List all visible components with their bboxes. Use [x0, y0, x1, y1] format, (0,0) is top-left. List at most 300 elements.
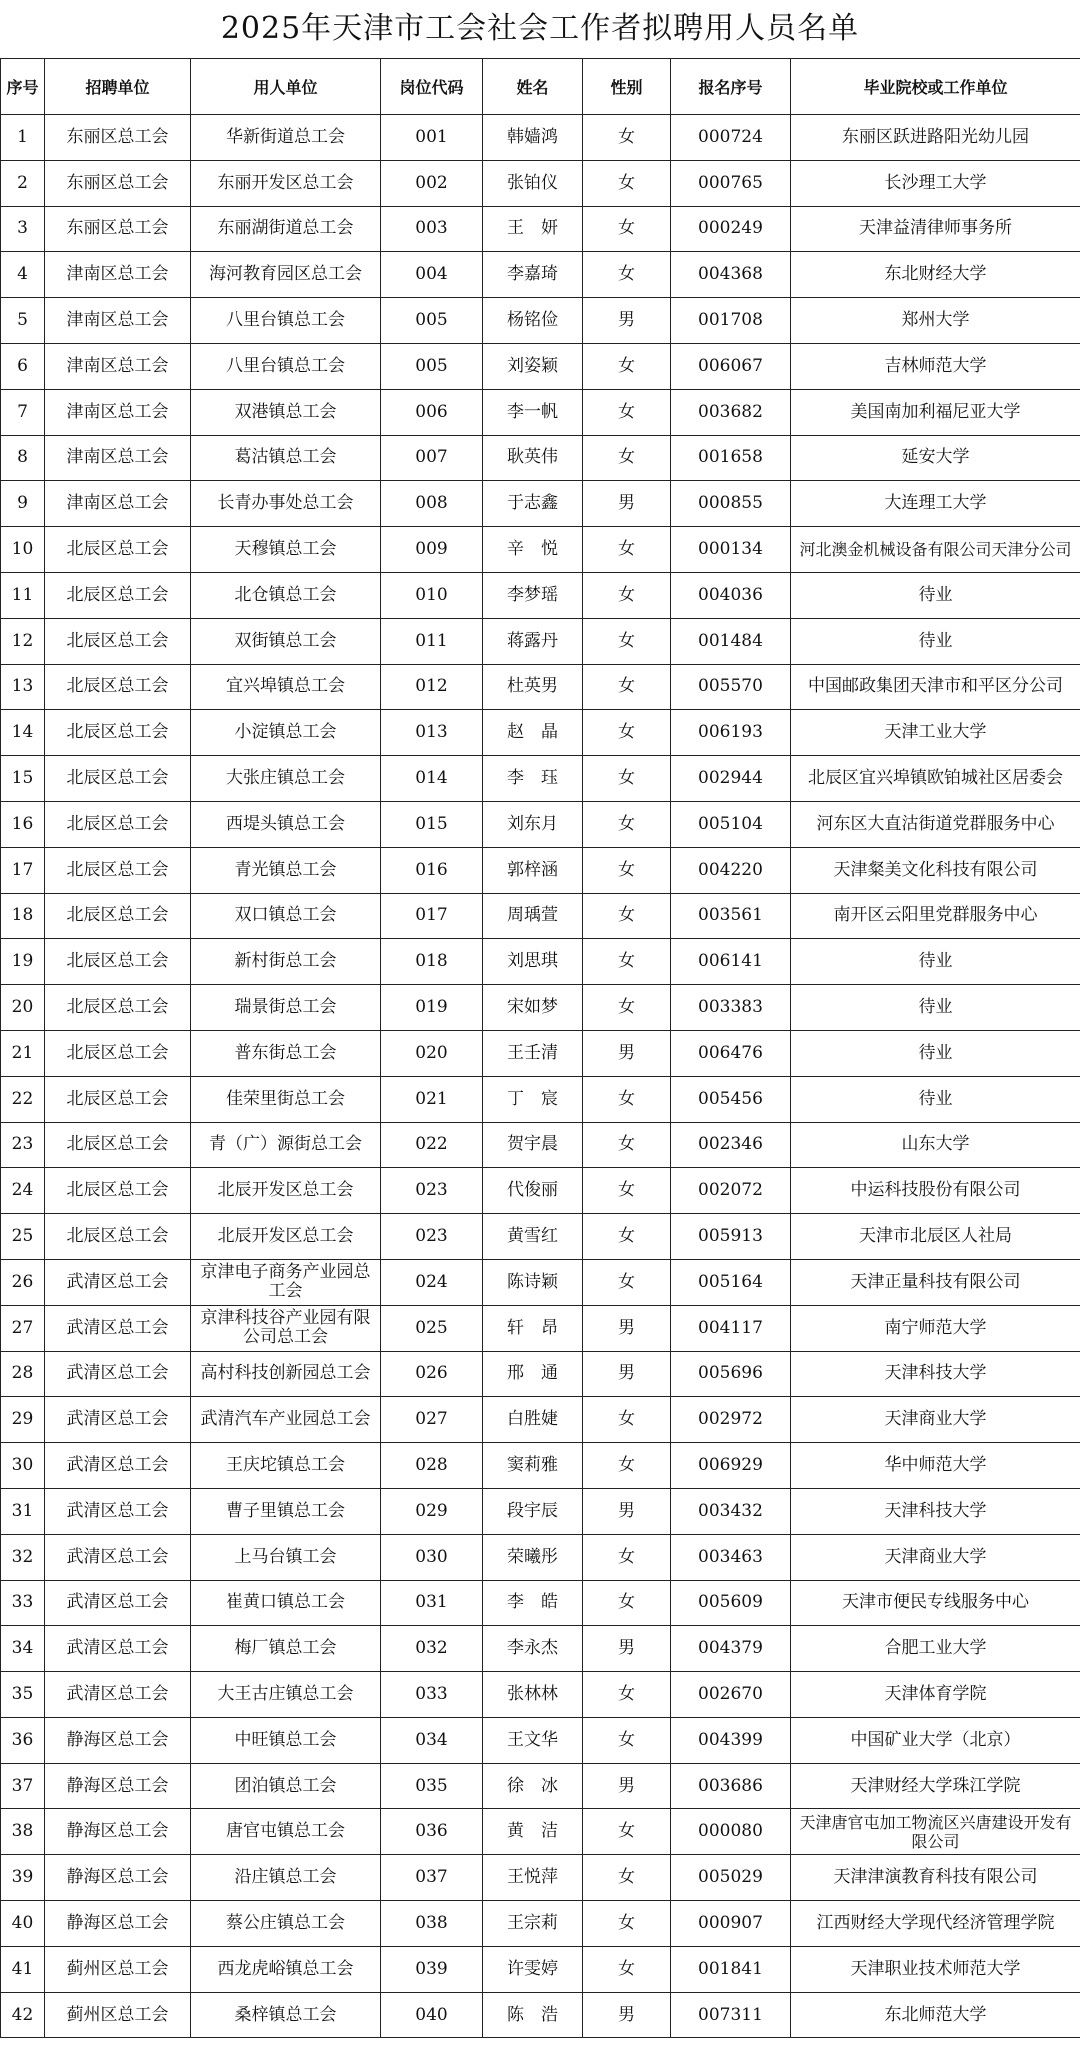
cell-gender: 女	[583, 1901, 671, 1947]
cell-name: 李嘉琦	[483, 252, 583, 298]
cell-position-code: 027	[381, 1397, 483, 1443]
cell-employing-unit: 海河教育园区总工会	[191, 252, 381, 298]
cell-employing-unit: 中旺镇总工会	[191, 1717, 381, 1763]
cell-index: 17	[1, 847, 45, 893]
cell-name: 李梦瑶	[483, 572, 583, 618]
cell-index: 38	[1, 1809, 45, 1855]
cell-school-or-employer: 南宁师范大学	[791, 1305, 1080, 1351]
table-row	[1, 160, 1080, 206]
cell-name: 王悦萍	[483, 1855, 583, 1901]
cell-gender: 女	[583, 160, 671, 206]
header-cell: 用人单位	[191, 59, 381, 115]
cell-registration-number: 000724	[671, 115, 791, 161]
cell-gender: 女	[583, 1214, 671, 1260]
cell-school-or-employer: 待业	[791, 618, 1080, 664]
table-row	[1, 801, 1080, 847]
cell-recruiting-unit: 北辰区总工会	[45, 527, 191, 573]
cell-recruiting-unit: 东丽区总工会	[45, 115, 191, 161]
cell-gender: 女	[583, 893, 671, 939]
cell-school-or-employer: 华中师范大学	[791, 1443, 1080, 1489]
cell-index: 26	[1, 1259, 45, 1305]
cell-position-code: 006	[381, 389, 483, 435]
cell-name: 周瑀萱	[483, 893, 583, 939]
cell-registration-number: 002346	[671, 1122, 791, 1168]
personnel-table	[0, 58, 1080, 2038]
cell-gender: 女	[583, 985, 671, 1031]
cell-school-or-employer: 天津财经大学珠江学院	[791, 1763, 1080, 1809]
cell-registration-number: 000249	[671, 206, 791, 252]
cell-registration-number: 003463	[671, 1534, 791, 1580]
cell-school-or-employer: 天津体育学院	[791, 1672, 1080, 1718]
cell-gender: 女	[583, 1855, 671, 1901]
cell-position-code: 014	[381, 756, 483, 802]
cell-position-code: 015	[381, 801, 483, 847]
table-row	[1, 847, 1080, 893]
cell-school-or-employer: 天津市北辰区人社局	[791, 1214, 1080, 1260]
cell-name: 赵 晶	[483, 710, 583, 756]
cell-school-or-employer: 大连理工大学	[791, 481, 1080, 527]
table-row	[1, 939, 1080, 985]
cell-name: 徐 冰	[483, 1763, 583, 1809]
cell-employing-unit: 蔡公庄镇总工会	[191, 1901, 381, 1947]
cell-index: 19	[1, 939, 45, 985]
cell-position-code: 018	[381, 939, 483, 985]
cell-registration-number: 000765	[671, 160, 791, 206]
cell-recruiting-unit: 静海区总工会	[45, 1717, 191, 1763]
table-row	[1, 1443, 1080, 1489]
cell-position-code: 016	[381, 847, 483, 893]
cell-employing-unit: 东丽湖街道总工会	[191, 206, 381, 252]
cell-employing-unit: 武清汽车产业园总工会	[191, 1397, 381, 1443]
cell-name: 丁 宸	[483, 1076, 583, 1122]
cell-position-code: 038	[381, 1901, 483, 1947]
cell-name: 蒋露丹	[483, 618, 583, 664]
cell-school-or-employer: 吉林师范大学	[791, 343, 1080, 389]
cell-gender: 女	[583, 847, 671, 893]
cell-registration-number: 004117	[671, 1305, 791, 1351]
cell-name: 张林林	[483, 1672, 583, 1718]
cell-employing-unit: 双港镇总工会	[191, 389, 381, 435]
cell-gender: 女	[583, 252, 671, 298]
cell-school-or-employer: 南开区云阳里党群服务中心	[791, 893, 1080, 939]
cell-employing-unit: 团泊镇总工会	[191, 1763, 381, 1809]
cell-employing-unit: 北仓镇总工会	[191, 572, 381, 618]
cell-name: 刘姿颖	[483, 343, 583, 389]
cell-employing-unit: 唐官屯镇总工会	[191, 1809, 381, 1855]
cell-registration-number: 005104	[671, 801, 791, 847]
cell-employing-unit: 华新街道总工会	[191, 115, 381, 161]
cell-registration-number: 003383	[671, 985, 791, 1031]
cell-recruiting-unit: 北辰区总工会	[45, 1076, 191, 1122]
cell-registration-number: 006476	[671, 1030, 791, 1076]
cell-gender: 女	[583, 527, 671, 573]
cell-index: 32	[1, 1534, 45, 1580]
cell-index: 28	[1, 1351, 45, 1397]
table-row	[1, 1855, 1080, 1901]
cell-registration-number: 005696	[671, 1351, 791, 1397]
table-row	[1, 1992, 1080, 2038]
table-row	[1, 1259, 1080, 1305]
cell-index: 4	[1, 252, 45, 298]
cell-registration-number: 004220	[671, 847, 791, 893]
cell-gender: 女	[583, 115, 671, 161]
cell-name: 黄雪红	[483, 1214, 583, 1260]
cell-registration-number: 002944	[671, 756, 791, 802]
cell-index: 8	[1, 435, 45, 481]
cell-employing-unit: 上马台镇工会	[191, 1534, 381, 1580]
cell-gender: 女	[583, 1809, 671, 1855]
cell-name: 黄 洁	[483, 1809, 583, 1855]
cell-employing-unit: 高村科技创新园总工会	[191, 1351, 381, 1397]
cell-position-code: 011	[381, 618, 483, 664]
cell-gender: 女	[583, 206, 671, 252]
table-row	[1, 664, 1080, 710]
cell-registration-number: 001841	[671, 1946, 791, 1992]
cell-employing-unit: 双口镇总工会	[191, 893, 381, 939]
cell-index: 42	[1, 1992, 45, 2038]
cell-name: 贺宇晨	[483, 1122, 583, 1168]
cell-index: 29	[1, 1397, 45, 1443]
cell-registration-number: 007311	[671, 1992, 791, 2038]
cell-gender: 女	[583, 756, 671, 802]
table-row	[1, 1351, 1080, 1397]
cell-registration-number: 006067	[671, 343, 791, 389]
cell-employing-unit: 京津电子商务产业园总工会	[191, 1259, 381, 1305]
cell-gender: 男	[583, 1351, 671, 1397]
cell-name: 刘思琪	[483, 939, 583, 985]
cell-position-code: 002	[381, 160, 483, 206]
cell-employing-unit: 新村街总工会	[191, 939, 381, 985]
cell-position-code: 037	[381, 1855, 483, 1901]
cell-recruiting-unit: 武清区总工会	[45, 1580, 191, 1626]
cell-recruiting-unit: 津南区总工会	[45, 298, 191, 344]
cell-recruiting-unit: 北辰区总工会	[45, 985, 191, 1031]
table-row	[1, 1076, 1080, 1122]
cell-employing-unit: 王庆坨镇总工会	[191, 1443, 381, 1489]
cell-school-or-employer: 待业	[791, 1030, 1080, 1076]
cell-registration-number: 006929	[671, 1443, 791, 1489]
table-row	[1, 1672, 1080, 1718]
cell-registration-number: 001484	[671, 618, 791, 664]
cell-registration-number: 005570	[671, 664, 791, 710]
cell-school-or-employer: 天津科技大学	[791, 1351, 1080, 1397]
cell-school-or-employer: 东北财经大学	[791, 252, 1080, 298]
cell-registration-number: 002972	[671, 1397, 791, 1443]
cell-school-or-employer: 天津津演教育科技有限公司	[791, 1855, 1080, 1901]
cell-gender: 女	[583, 1717, 671, 1763]
cell-position-code: 031	[381, 1580, 483, 1626]
cell-name: 许雯婷	[483, 1946, 583, 1992]
table-row	[1, 1763, 1080, 1809]
cell-recruiting-unit: 北辰区总工会	[45, 801, 191, 847]
cell-recruiting-unit: 津南区总工会	[45, 435, 191, 481]
cell-employing-unit: 小淀镇总工会	[191, 710, 381, 756]
cell-employing-unit: 东丽开发区总工会	[191, 160, 381, 206]
cell-position-code: 032	[381, 1626, 483, 1672]
table-row	[1, 527, 1080, 573]
cell-recruiting-unit: 北辰区总工会	[45, 1030, 191, 1076]
cell-name: 陈 浩	[483, 1992, 583, 2038]
cell-registration-number: 003561	[671, 893, 791, 939]
cell-gender: 女	[583, 618, 671, 664]
table-row	[1, 572, 1080, 618]
cell-employing-unit: 八里台镇总工会	[191, 343, 381, 389]
cell-name: 李一帆	[483, 389, 583, 435]
cell-recruiting-unit: 北辰区总工会	[45, 1122, 191, 1168]
cell-gender: 女	[583, 939, 671, 985]
cell-school-or-employer: 待业	[791, 985, 1080, 1031]
cell-position-code: 012	[381, 664, 483, 710]
cell-gender: 男	[583, 481, 671, 527]
cell-index: 9	[1, 481, 45, 527]
cell-name: 李永杰	[483, 1626, 583, 1672]
cell-index: 30	[1, 1443, 45, 1489]
table-row	[1, 1717, 1080, 1763]
cell-recruiting-unit: 武清区总工会	[45, 1397, 191, 1443]
cell-index: 34	[1, 1626, 45, 1672]
cell-school-or-employer: 天津益清律师事务所	[791, 206, 1080, 252]
cell-employing-unit: 西堤头镇总工会	[191, 801, 381, 847]
cell-registration-number: 004379	[671, 1626, 791, 1672]
cell-school-or-employer: 合肥工业大学	[791, 1626, 1080, 1672]
cell-registration-number: 000080	[671, 1809, 791, 1855]
cell-index: 40	[1, 1901, 45, 1947]
cell-recruiting-unit: 北辰区总工会	[45, 893, 191, 939]
cell-recruiting-unit: 北辰区总工会	[45, 572, 191, 618]
table-row	[1, 115, 1080, 161]
cell-employing-unit: 京津科技谷产业园有限公司总工会	[191, 1305, 381, 1351]
cell-index: 41	[1, 1946, 45, 1992]
cell-school-or-employer: 待业	[791, 1076, 1080, 1122]
cell-gender: 女	[583, 1580, 671, 1626]
cell-recruiting-unit: 武清区总工会	[45, 1259, 191, 1305]
cell-position-code: 030	[381, 1534, 483, 1580]
cell-school-or-employer: 天津唐官屯加工物流区兴唐建设开发有限公司	[791, 1809, 1080, 1855]
cell-registration-number: 005164	[671, 1259, 791, 1305]
cell-position-code: 029	[381, 1488, 483, 1534]
cell-name: 宋如梦	[483, 985, 583, 1031]
cell-index: 27	[1, 1305, 45, 1351]
cell-name: 王 妍	[483, 206, 583, 252]
cell-gender: 女	[583, 1076, 671, 1122]
cell-registration-number: 006141	[671, 939, 791, 985]
cell-name: 于志鑫	[483, 481, 583, 527]
cell-position-code: 008	[381, 481, 483, 527]
cell-employing-unit: 西龙虎峪镇总工会	[191, 1946, 381, 1992]
cell-recruiting-unit: 北辰区总工会	[45, 710, 191, 756]
table-row	[1, 618, 1080, 664]
cell-name: 轩 昂	[483, 1305, 583, 1351]
cell-name: 刘东月	[483, 801, 583, 847]
table-row	[1, 389, 1080, 435]
cell-name: 王文华	[483, 1717, 583, 1763]
cell-registration-number: 005029	[671, 1855, 791, 1901]
cell-registration-number: 002072	[671, 1168, 791, 1214]
cell-recruiting-unit: 津南区总工会	[45, 343, 191, 389]
cell-gender: 女	[583, 1534, 671, 1580]
cell-name: 段宇辰	[483, 1488, 583, 1534]
cell-recruiting-unit: 北辰区总工会	[45, 847, 191, 893]
cell-index: 12	[1, 618, 45, 664]
cell-school-or-employer: 天津正量科技有限公司	[791, 1259, 1080, 1305]
cell-name: 郭梓涵	[483, 847, 583, 893]
cell-school-or-employer: 河北澳金机械设备有限公司天津分公司	[791, 527, 1080, 573]
cell-recruiting-unit: 津南区总工会	[45, 481, 191, 527]
table-row	[1, 1214, 1080, 1260]
header-cell: 姓名	[483, 59, 583, 115]
cell-school-or-employer: 天津市便民专线服务中心	[791, 1580, 1080, 1626]
cell-name: 王壬清	[483, 1030, 583, 1076]
cell-index: 7	[1, 389, 45, 435]
cell-gender: 女	[583, 389, 671, 435]
cell-school-or-employer: 天津商业大学	[791, 1534, 1080, 1580]
cell-recruiting-unit: 北辰区总工会	[45, 664, 191, 710]
cell-employing-unit: 北辰开发区总工会	[191, 1214, 381, 1260]
cell-recruiting-unit: 蓟州区总工会	[45, 1946, 191, 1992]
cell-index: 25	[1, 1214, 45, 1260]
cell-school-or-employer: 天津粲美文化科技有限公司	[791, 847, 1080, 893]
header-cell: 报名序号	[671, 59, 791, 115]
cell-gender: 女	[583, 664, 671, 710]
cell-gender: 男	[583, 1626, 671, 1672]
cell-position-code: 017	[381, 893, 483, 939]
cell-recruiting-unit: 武清区总工会	[45, 1305, 191, 1351]
header-cell: 性别	[583, 59, 671, 115]
cell-index: 36	[1, 1717, 45, 1763]
cell-name: 邢 通	[483, 1351, 583, 1397]
cell-registration-number: 003686	[671, 1763, 791, 1809]
cell-recruiting-unit: 静海区总工会	[45, 1763, 191, 1809]
cell-school-or-employer: 长沙理工大学	[791, 160, 1080, 206]
cell-employing-unit: 佳荣里街总工会	[191, 1076, 381, 1122]
cell-employing-unit: 青光镇总工会	[191, 847, 381, 893]
cell-registration-number: 005456	[671, 1076, 791, 1122]
cell-index: 6	[1, 343, 45, 389]
cell-gender: 女	[583, 1122, 671, 1168]
cell-school-or-employer: 东北师范大学	[791, 1992, 1080, 2038]
header-cell: 招聘单位	[45, 59, 191, 115]
header-cell: 序号	[1, 59, 45, 115]
cell-position-code: 007	[381, 435, 483, 481]
cell-position-code: 003	[381, 206, 483, 252]
cell-name: 韩嫱鸿	[483, 115, 583, 161]
cell-gender: 女	[583, 710, 671, 756]
cell-gender: 男	[583, 298, 671, 344]
cell-school-or-employer: 郑州大学	[791, 298, 1080, 344]
cell-index: 15	[1, 756, 45, 802]
cell-registration-number: 004399	[671, 1717, 791, 1763]
cell-position-code: 025	[381, 1305, 483, 1351]
cell-index: 3	[1, 206, 45, 252]
cell-position-code: 023	[381, 1168, 483, 1214]
cell-recruiting-unit: 静海区总工会	[45, 1855, 191, 1901]
cell-school-or-employer: 江西财经大学现代经济管理学院	[791, 1901, 1080, 1947]
cell-school-or-employer: 中运科技股份有限公司	[791, 1168, 1080, 1214]
cell-registration-number: 005609	[671, 1580, 791, 1626]
cell-index: 18	[1, 893, 45, 939]
table-row	[1, 1580, 1080, 1626]
table-row	[1, 1901, 1080, 1947]
cell-gender: 女	[583, 1443, 671, 1489]
cell-employing-unit: 天穆镇总工会	[191, 527, 381, 573]
cell-gender: 男	[583, 1305, 671, 1351]
cell-school-or-employer: 天津工业大学	[791, 710, 1080, 756]
cell-employing-unit: 曹子里镇总工会	[191, 1488, 381, 1534]
cell-school-or-employer: 待业	[791, 572, 1080, 618]
cell-position-code: 021	[381, 1076, 483, 1122]
cell-school-or-employer: 天津职业技术师范大学	[791, 1946, 1080, 1992]
cell-name: 杜英男	[483, 664, 583, 710]
cell-name: 辛 悦	[483, 527, 583, 573]
cell-name: 白胜婕	[483, 1397, 583, 1443]
cell-employing-unit: 沿庄镇总工会	[191, 1855, 381, 1901]
cell-index: 37	[1, 1763, 45, 1809]
cell-recruiting-unit: 武清区总工会	[45, 1626, 191, 1672]
table-row	[1, 985, 1080, 1031]
table-row	[1, 206, 1080, 252]
table-row	[1, 893, 1080, 939]
cell-registration-number: 001708	[671, 298, 791, 344]
cell-gender: 女	[583, 1259, 671, 1305]
cell-recruiting-unit: 静海区总工会	[45, 1809, 191, 1855]
cell-school-or-employer: 河东区大直沽街道党群服务中心	[791, 801, 1080, 847]
cell-position-code: 036	[381, 1809, 483, 1855]
cell-employing-unit: 瑞景街总工会	[191, 985, 381, 1031]
cell-position-code: 004	[381, 252, 483, 298]
cell-employing-unit: 崔黄口镇总工会	[191, 1580, 381, 1626]
cell-gender: 男	[583, 1488, 671, 1534]
cell-index: 20	[1, 985, 45, 1031]
cell-position-code: 010	[381, 572, 483, 618]
cell-position-code: 028	[381, 1443, 483, 1489]
cell-position-code: 023	[381, 1214, 483, 1260]
cell-gender: 女	[583, 435, 671, 481]
cell-position-code: 009	[381, 527, 483, 573]
cell-school-or-employer: 待业	[791, 939, 1080, 985]
header-row	[1, 59, 1080, 115]
cell-school-or-employer: 天津科技大学	[791, 1488, 1080, 1534]
table-row	[1, 435, 1080, 481]
cell-name: 王宗莉	[483, 1901, 583, 1947]
cell-recruiting-unit: 武清区总工会	[45, 1534, 191, 1580]
table-row	[1, 252, 1080, 298]
table-row	[1, 481, 1080, 527]
cell-position-code: 013	[381, 710, 483, 756]
cell-registration-number: 003432	[671, 1488, 791, 1534]
cell-registration-number: 002670	[671, 1672, 791, 1718]
cell-school-or-employer: 天津商业大学	[791, 1397, 1080, 1443]
cell-position-code: 039	[381, 1946, 483, 1992]
table-row	[1, 756, 1080, 802]
cell-employing-unit: 双街镇总工会	[191, 618, 381, 664]
cell-employing-unit: 长青办事处总工会	[191, 481, 381, 527]
table-row	[1, 1946, 1080, 1992]
table-row	[1, 1122, 1080, 1168]
cell-registration-number: 000134	[671, 527, 791, 573]
cell-name: 陈诗颖	[483, 1259, 583, 1305]
cell-gender: 女	[583, 801, 671, 847]
table-row	[1, 343, 1080, 389]
cell-index: 39	[1, 1855, 45, 1901]
cell-name: 耿英伟	[483, 435, 583, 481]
table-row	[1, 298, 1080, 344]
cell-gender: 男	[583, 1763, 671, 1809]
cell-position-code: 035	[381, 1763, 483, 1809]
table-row	[1, 1030, 1080, 1076]
cell-index: 10	[1, 527, 45, 573]
cell-gender: 男	[583, 1992, 671, 2038]
page-title: 2025年天津市工会社会工作者拟聘用人员名单	[220, 11, 860, 46]
